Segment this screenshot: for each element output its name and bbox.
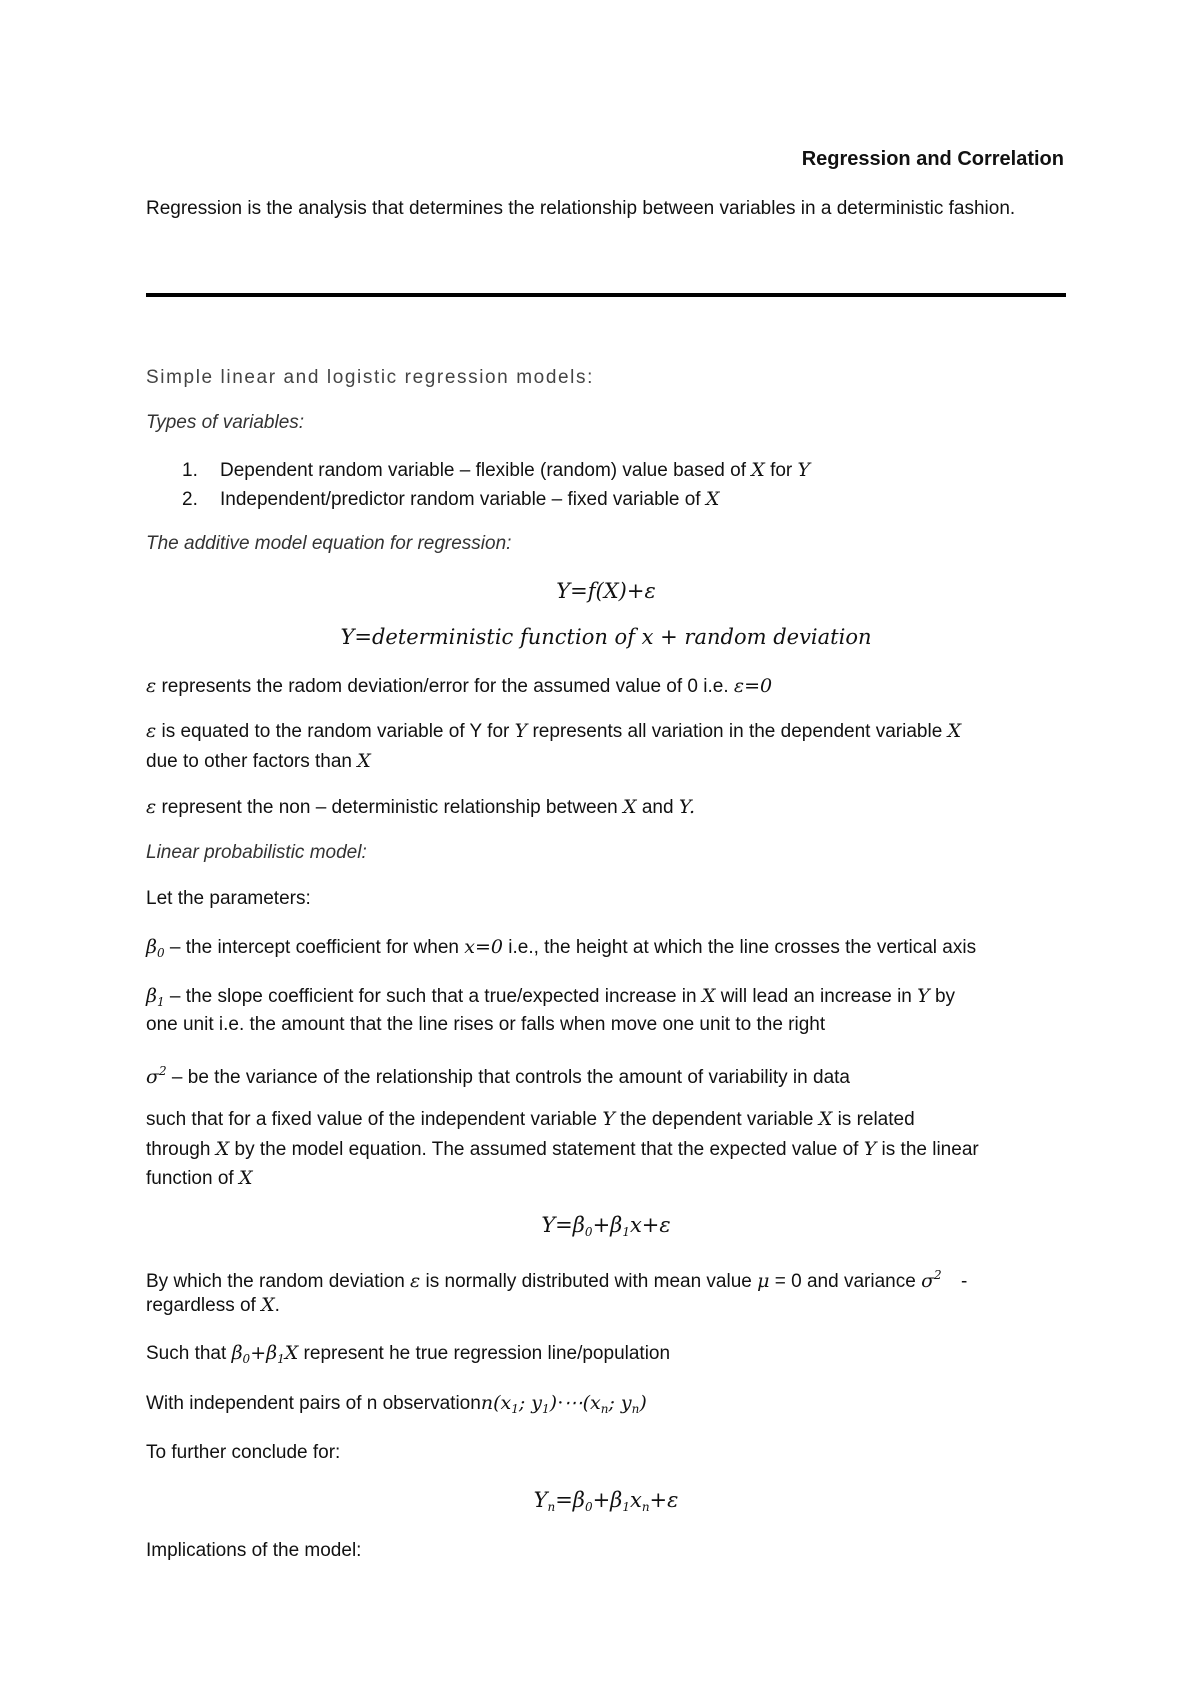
horizontal-rule <box>146 293 1066 297</box>
types-heading: Types of variables: <box>146 412 305 433</box>
epsilon-line-2: ε is equated to the random variable of Y for Y represents all variation in the dependent variable X <box>146 720 962 742</box>
params-intro: Let the parameters: <box>146 888 311 909</box>
intro-paragraph: Regression is the analysis that determines the relationship between variables in a deterministic fashion. <box>146 198 1016 219</box>
normal-line-1: By which the random deviation ε is normally distributed with mean value μ = 0 and variance $\sigma^2$ - <box>146 1268 968 1292</box>
epsilon-line-2-cont: due to other factors than X <box>146 750 371 772</box>
sigma-line: $\sigma^2$ – be the variance of the relationship that controls the amount of variability in data <box>146 1064 850 1088</box>
list-item: 2. Independent/predictor random variable – fixed variable of X <box>182 488 720 510</box>
section-heading: Simple linear and logistic regression models: <box>146 367 594 388</box>
beta1-line-cont: one unit i.e. the amount that the line rises or falls when move one unit to the right <box>146 1014 826 1035</box>
linear-heading: Linear probabilistic model: <box>146 842 367 863</box>
normal-line-2: regardless of X. <box>146 1294 280 1316</box>
page-title: Regression and Correlation <box>801 148 1064 170</box>
epsilon-symbol: ε <box>146 675 157 697</box>
regline-line: Such that $\beta_0+\beta_1X$ represent he true regression line/population <box>146 1342 671 1366</box>
epsilon-line-3: ε represent the non – deterministic relationship between X and Y. <box>146 796 695 818</box>
pairs-line: With independent pairs of n $observationn(x_1$; $y_1)\cdot\cdots(x_n$; $y_n$) <box>146 1392 647 1416</box>
suchthat-line-2: through X by the model equation. The assumed statement that the expected value of Y is the linear <box>146 1138 979 1160</box>
observation-pairs-formula: $n(x_1$; $y_1)\cdot\cdots(x_n$; $y_n$) <box>480 1392 647 1416</box>
epsilon-line-1: ε represents the radom deviation/error for the assumed value of 0 i.e. ε=0 <box>146 675 773 697</box>
conclude-line: To further conclude for: <box>146 1442 341 1463</box>
additive-heading: The additive model equation for regression: <box>146 533 512 554</box>
equation-linear-model: $Y=\beta_0+\beta_1x+\varepsilon$ <box>541 1213 671 1239</box>
beta1-line: $\beta_1$ – the slope coefficient for such that a true/expected increase in X will lead an increase in Y by <box>146 985 956 1009</box>
suchthat-line-1: such that for a fixed value of the independent variable Y the dependent variable X is related <box>146 1108 915 1130</box>
implications-heading: Implications of the model: <box>146 1540 362 1561</box>
equation-additive: Y=f(X)+ε <box>556 579 656 603</box>
beta0-line: $\beta_0$ – the intercept coefficient for when x=0 i.e., the height at which the line crosses the vertical axis <box>146 936 977 960</box>
list-item: 1. Dependent random variable – flexible (random) value based of X for Y <box>182 459 811 481</box>
suchthat-line-3: function of X <box>146 1167 253 1189</box>
equation-additive-words: Y=deterministic function of x + random deviation <box>340 625 872 649</box>
equation-conclusion: $Y_n=\beta_0+\beta_1x_n+\varepsilon$ <box>533 1488 679 1514</box>
